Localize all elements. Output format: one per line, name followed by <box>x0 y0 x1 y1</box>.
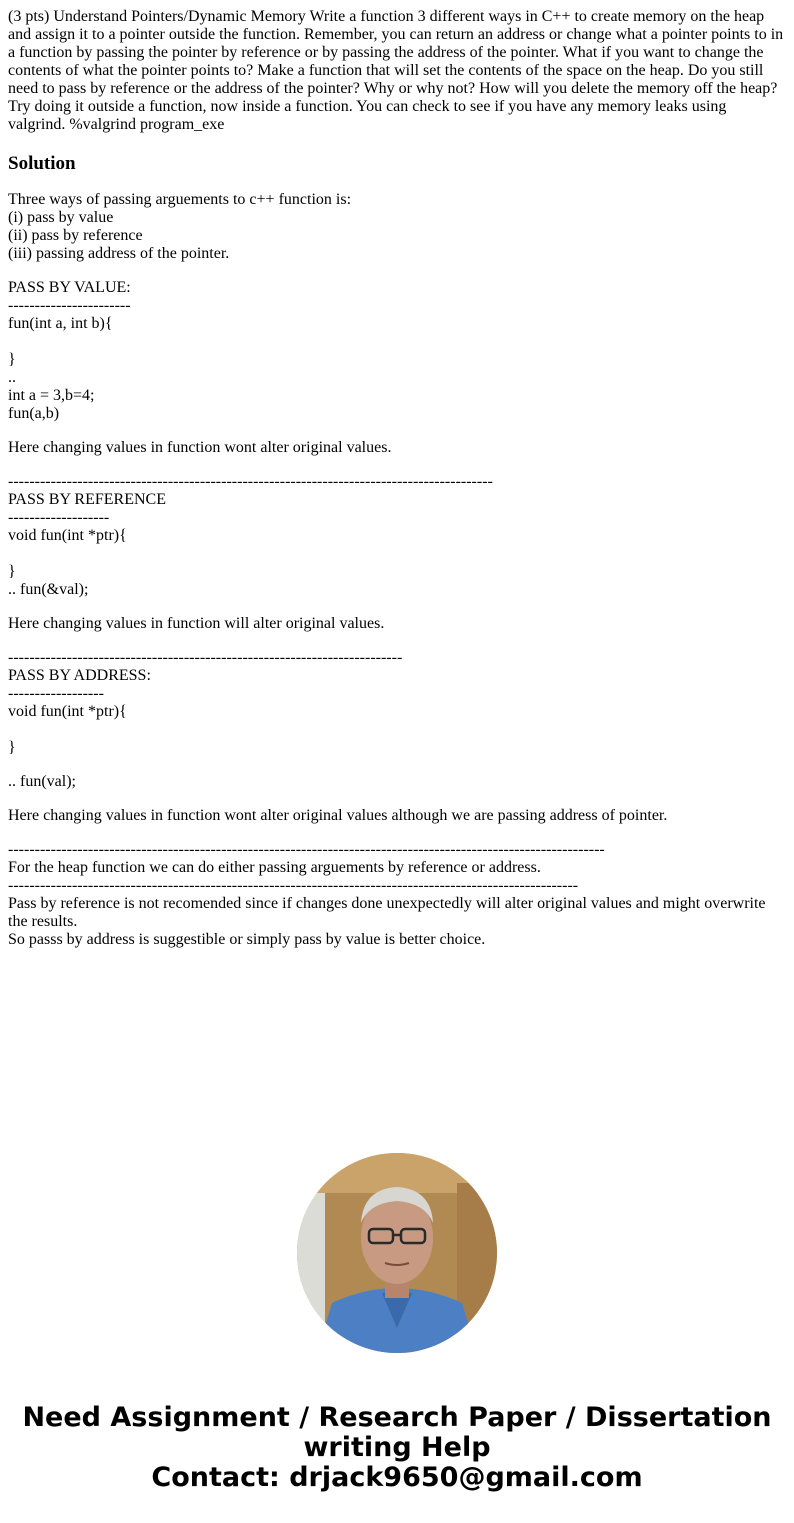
question-text: (3 pts) Understand Pointers/Dynamic Memory Write a function 3 different ways in C++ to create memory on the heap and assign it to a pointer outside the function. Remember, you can return an address or change what a pointer points to in a function by passing the pointer by reference or by passing the address of the pointer. What if you want to change the contents of what the pointer points to? Make a function that will set the contents of the space on the heap. Do you still need to pass by reference or the address of the pointer? Why or why not? How will you delete the memory off the heap? Try doing it outside a function, now inside a function. You can check to see if you have any memory leaks using valgrind. %valgrind program_exe <box>8 8 784 133</box>
conclusion-line: Pass by reference is not recomended since if changes done unexpectedly will alter original values and might overwrite the results. <box>8 895 766 930</box>
footer-contact <box>0 1403 794 1493</box>
pass-by-reference-underline: ------------------- <box>8 509 110 526</box>
pass-by-reference-title: PASS BY REFERENCE <box>8 491 166 508</box>
intro-line: (i) pass by value <box>8 209 114 226</box>
heap-note: For the heap function we can do either passing arguements by reference or address. <box>8 859 541 876</box>
code-line: } <box>8 351 16 368</box>
pass-by-address-title: PASS BY ADDRESS: <box>8 667 151 684</box>
pass-by-value-note: Here changing values in function wont alter original values. <box>8 439 392 456</box>
author-avatar <box>297 1153 497 1353</box>
avatar-wall-panel <box>297 1193 325 1353</box>
code-line: fun(int a, int b){ <box>8 315 113 332</box>
blank-line <box>8 333 786 351</box>
footer-contact-line: Contact: drjack9650@gmail.com <box>151 1462 643 1493</box>
page-content <box>8 8 786 949</box>
separator: ------------------------------------------------------------------------------------------- <box>8 473 493 490</box>
conclusion-line: So passs by address is suggestible or simply pass by value is better choice. <box>8 931 486 948</box>
code-line: void fun(int *ptr){ <box>8 527 127 544</box>
solution-body <box>8 191 786 949</box>
code-line: .. <box>8 369 16 386</box>
code-line: .. fun(&val); <box>8 581 89 598</box>
blank-line <box>8 721 786 739</box>
solution-heading: Solution <box>8 153 76 174</box>
pass-by-reference-note: Here changing values in function will alter original values. <box>8 615 385 632</box>
intro-line: (ii) pass by reference <box>8 227 143 244</box>
code-line: } <box>8 563 16 580</box>
code-line: fun(a,b) <box>8 405 60 422</box>
code-line: int a = 3,b=4; <box>8 387 95 404</box>
separator: ----------------------------------------------------------------------------------------------------------- <box>8 877 579 894</box>
code-line: void fun(int *ptr){ <box>8 703 127 720</box>
footer-line: writing Help <box>303 1432 491 1463</box>
code-line: .. fun(val); <box>8 773 76 790</box>
separator: ---------------------------------------------------------------------------------------------------------------- <box>8 841 605 858</box>
pass-by-value-underline: ----------------------- <box>8 297 131 314</box>
pass-by-address-note: Here changing values in function wont alter original values although we are passing address of pointer. <box>8 807 668 824</box>
footer-line: Need Assignment / Research Paper / Dissertation <box>22 1402 772 1433</box>
avatar-portrait <box>297 1153 497 1353</box>
intro-line: Three ways of passing arguements to c++ function is: <box>8 191 352 208</box>
code-line: } <box>8 739 16 756</box>
separator: -------------------------------------------------------------------------- <box>8 649 403 666</box>
pass-by-value-title: PASS BY VALUE: <box>8 279 131 296</box>
intro-line: (iii) passing address of the pointer. <box>8 245 230 262</box>
blank-line <box>8 545 786 563</box>
pass-by-address-underline: ------------------ <box>8 685 104 702</box>
